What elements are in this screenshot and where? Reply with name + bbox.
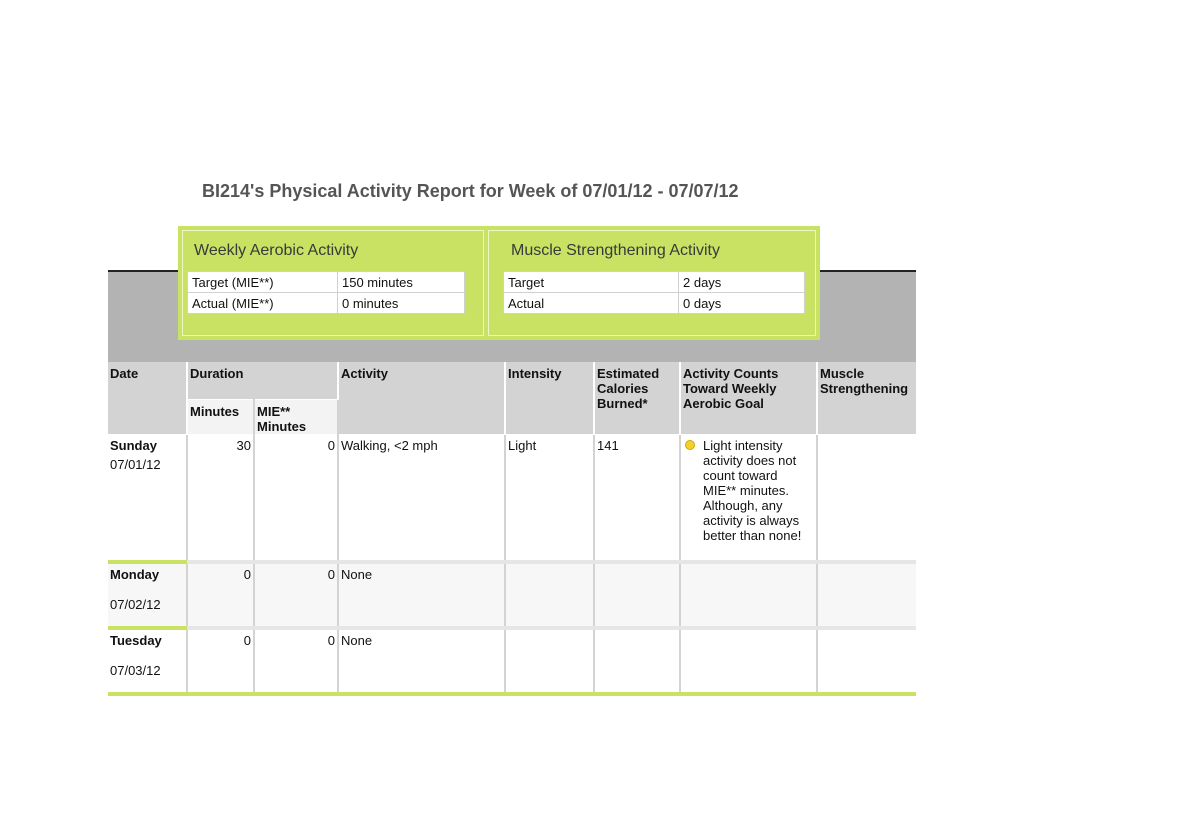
separator-accent bbox=[108, 692, 916, 696]
header-intensity: Intensity bbox=[505, 362, 594, 434]
day-date: 07/01/12 bbox=[110, 456, 161, 472]
activity-cell: None bbox=[338, 630, 505, 692]
header-muscle: Muscle Strengthening bbox=[817, 362, 916, 434]
activity-cell: None bbox=[338, 564, 505, 626]
counts-cell bbox=[680, 630, 817, 692]
day-label: Sunday bbox=[110, 437, 157, 453]
day-date: 07/02/12 bbox=[110, 597, 161, 612]
minutes-cell: 0 bbox=[187, 630, 254, 692]
calories-cell bbox=[594, 564, 680, 626]
strength-target-label: Target bbox=[504, 272, 679, 293]
header-row bbox=[108, 362, 916, 399]
strength-target-value: 2 days bbox=[679, 272, 805, 293]
note-wrap bbox=[683, 438, 814, 543]
header-date: Date bbox=[108, 362, 187, 434]
date-cell bbox=[108, 434, 187, 560]
aerobic-actual-value: 0 minutes bbox=[338, 293, 465, 314]
date-cell bbox=[108, 630, 187, 692]
aerobic-actual-label: Actual (MIE**) bbox=[188, 293, 338, 314]
strength-actual-row bbox=[504, 293, 805, 314]
mie-minutes-cell: 0 bbox=[254, 434, 338, 560]
minutes-cell: 30 bbox=[187, 434, 254, 560]
strength-title: Muscle Strengthening Activity bbox=[511, 242, 720, 259]
note-text: Light intensity activity does not count toward MIE** minutes. Although, any activity is always better than none! bbox=[703, 437, 802, 543]
muscle-cell bbox=[817, 434, 916, 560]
strength-actual-label: Actual bbox=[504, 293, 679, 314]
day-label: Tuesday bbox=[110, 633, 162, 648]
aerobic-actual-row bbox=[188, 293, 465, 314]
intensity-cell bbox=[505, 630, 594, 692]
yellow-dot-icon bbox=[685, 440, 695, 450]
aerobic-target-value: 150 minutes bbox=[338, 272, 465, 293]
strength-target-row bbox=[504, 272, 805, 293]
strength-table bbox=[503, 271, 805, 314]
mie-minutes-cell: 0 bbox=[254, 564, 338, 626]
aerobic-table bbox=[187, 271, 465, 314]
day-label: Monday bbox=[110, 567, 160, 582]
mie-minutes-cell: 0 bbox=[254, 630, 338, 692]
table-row bbox=[108, 434, 916, 560]
header-counts: Activity Counts Toward Weekly Aerobic Goal bbox=[680, 362, 817, 434]
table-row bbox=[108, 564, 916, 626]
report-title: BI214's Physical Activity Report for Week of 07/01/12 - 07/07/12 bbox=[202, 181, 739, 201]
aerobic-target-label: Target (MIE**) bbox=[188, 272, 338, 293]
header-calories: Estimated Calories Burned* bbox=[594, 362, 680, 434]
table-row bbox=[108, 630, 916, 692]
intensity-cell bbox=[505, 564, 594, 626]
aerobic-target-row bbox=[188, 272, 465, 293]
aerobic-title: Weekly Aerobic Activity bbox=[194, 242, 359, 259]
date-cell bbox=[108, 564, 187, 626]
intensity-cell: Light bbox=[505, 434, 594, 560]
strength-panel bbox=[488, 230, 816, 336]
calories-cell: 141 bbox=[594, 434, 680, 560]
counts-cell bbox=[680, 434, 817, 560]
row-separator bbox=[108, 692, 916, 696]
activity-cell: Walking, <2 mph bbox=[338, 434, 505, 560]
header-activity: Activity bbox=[338, 362, 505, 434]
calories-cell bbox=[594, 630, 680, 692]
header-minutes: Minutes bbox=[187, 399, 254, 434]
aerobic-panel bbox=[182, 230, 484, 336]
day-date: 07/03/12 bbox=[110, 663, 161, 678]
muscle-cell bbox=[817, 564, 916, 626]
counts-cell bbox=[680, 564, 817, 626]
strength-actual-value: 0 days bbox=[679, 293, 805, 314]
activity-table bbox=[108, 362, 916, 696]
muscle-cell bbox=[817, 630, 916, 692]
header-mie-minutes: MIE** Minutes bbox=[254, 399, 338, 434]
summary-panel bbox=[178, 226, 820, 340]
header-duration: Duration bbox=[187, 362, 338, 399]
minutes-cell: 0 bbox=[187, 564, 254, 626]
